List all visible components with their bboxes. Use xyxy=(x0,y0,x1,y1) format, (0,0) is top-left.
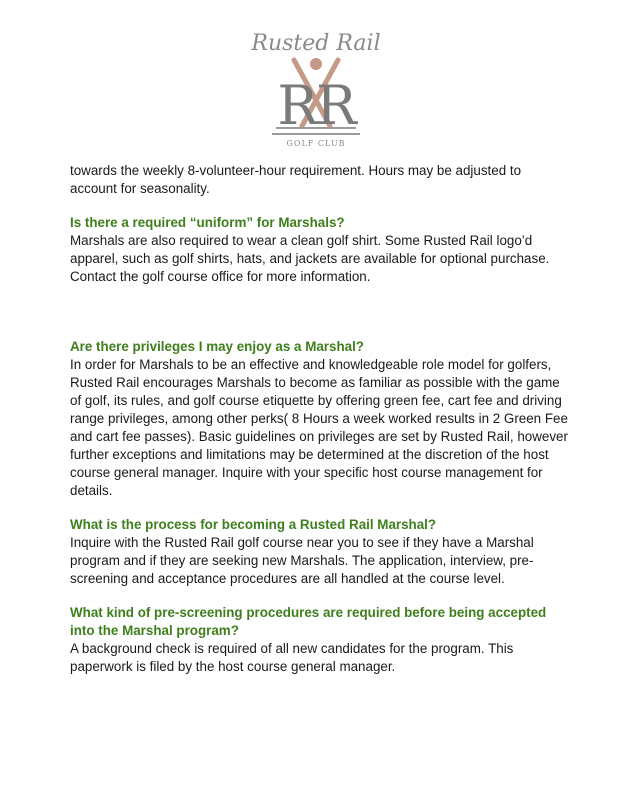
golf-ball-icon xyxy=(310,58,322,70)
document-body xyxy=(70,162,570,676)
rusted-rail-logo xyxy=(246,24,386,152)
answer-becoming-marshal: Inquire with the Rusted Rail golf course near you to see if they have a Marshal program and if they are seeking new Marshals. The application, interview, pre-screening and acceptance procedures are all handled at the course level. xyxy=(70,535,534,586)
intro-paragraph: towards the weekly 8-volunteer-hour requirement. Hours may be adjusted to account for seasonality. xyxy=(70,163,522,196)
question-privileges: Are there privileges I may enjoy as a Marshal? xyxy=(70,339,364,354)
logo-subtitle: GOLF CLUB xyxy=(286,139,346,148)
logo-monogram: RR xyxy=(277,74,355,137)
question-becoming-marshal: What is the process for becoming a Rusted Rail Marshal? xyxy=(70,517,437,532)
answer-pre-screening: A background check is required of all new candidates for the program. This paperwork is filed by the host course general manager. xyxy=(70,641,514,674)
logo-script-text: Rusted Rail xyxy=(251,31,381,56)
answer-uniform: Marshals are also required to wear a clean golf shirt. Some Rusted Rail logo’d apparel, such as golf shirts, hats, and jackets are available for optional purchase. Contact the golf course office for more information. xyxy=(70,233,550,284)
question-uniform: Is there a required “uniform” for Marshals? xyxy=(70,215,345,230)
answer-privileges: In order for Marshals to be an effective and knowledgeable role model for golfers, Rusted Rail encourages Marshals to become as familiar as possible with the game of golf, its rules, and golf course etiquette by offering green fee, cart fee and driving range privileges, among other perks( 8 Hours a week worked results in 2 Green Fee and cart fee passes). Basic guidelines on privileges are set by Rusted Rail, however further exceptions and limitations may be determined at the discretion of the host course general manager. Inquire with your specific host course management for details. xyxy=(70,357,568,498)
question-pre-screening: What kind of pre-screening procedures are required before being accepted into the Marshal program? xyxy=(70,605,547,638)
